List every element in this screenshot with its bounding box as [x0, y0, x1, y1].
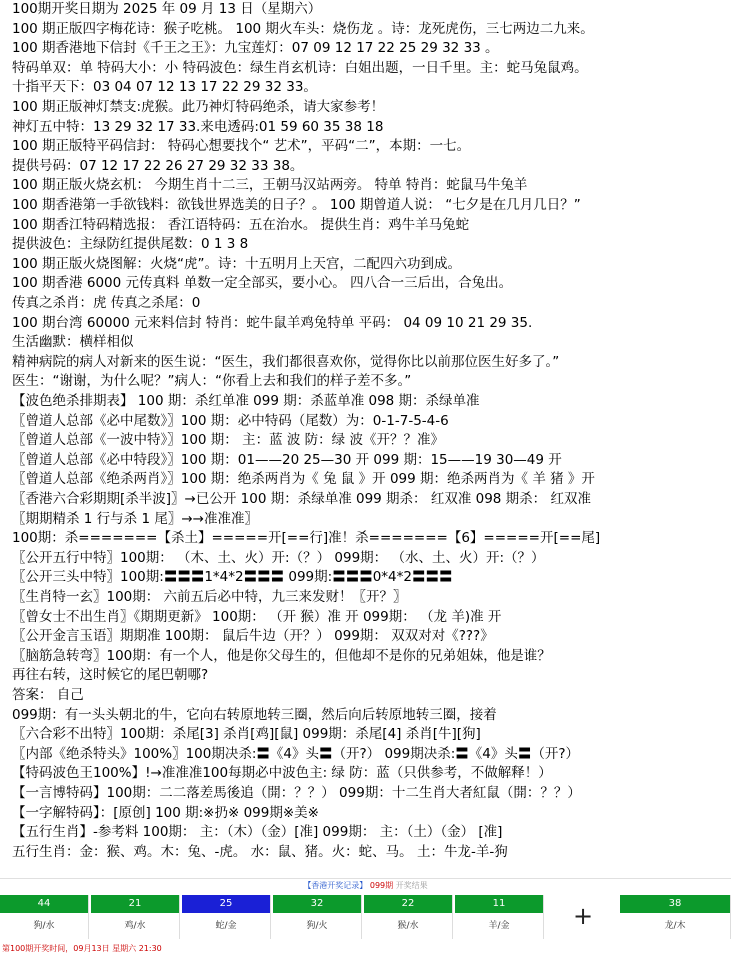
text-line: 提供号码：07 12 17 22 26 27 29 32 33 38。: [12, 157, 304, 174]
text-line: 再往右转，这时候它的尾巴朝哪?: [12, 667, 209, 684]
text-line: 〖内部《绝杀特头》100%〗100期决杀:〓《4》头〓（开?） 099期决杀:〓《4》头〓（开?）: [12, 745, 580, 762]
text-line: 【一言博特码】100期：二二落差馬後追（開：？？） 099期：十二生肖大者紅鼠（開：？？）: [12, 785, 581, 801]
text-line: 【一字解特码】：[原创] 100 期:※扔※ 099期※美※: [12, 804, 319, 821]
ball-number: 32: [273, 895, 361, 913]
ball-number: 25: [182, 895, 270, 913]
ball-number: 21: [91, 895, 179, 913]
ball-zodiac: 狗/火: [306, 921, 328, 931]
text-line: 〖曾道人总部《必中尾数》〗100 期：必中特码（尾数）为：0-1-7-5-4-6: [12, 412, 449, 429]
text-line: 〖曾道人总部《绝杀两肖》〗100 期：绝杀两肖为《 兔 鼠 》开 099 期：绝杀两肖为《 羊 猪 》开: [12, 471, 595, 488]
text-line: 100期开奖日期为 2025 年 09 月 13 日（星期六）: [12, 1, 322, 17]
ball-number: 11: [455, 895, 543, 913]
text-line: 〖脑筋急转弯〗100期：有一个人，他是你父母生的，但他却不是你的兄弟姐妹，他是谁？: [12, 647, 551, 664]
text-line: 100 期香港 6000 元传真料 单数一定全部买，要小心。 四八合一三后出，合兔出。: [12, 275, 513, 292]
results-balls-row: [0, 895, 731, 939]
ball-number: 44: [0, 895, 88, 913]
plus-icon: +: [572, 902, 594, 930]
ball-zodiac: 羊/金: [488, 921, 510, 931]
text-line: 〖期期精杀 1 行与杀 1 尾〗→→准准准〗: [12, 510, 258, 527]
text-line: 〖曾道人总部《必中特段》〗100 期：01——20 25—30 开 099 期：15——19 30—49 开: [12, 451, 562, 468]
text-line: 神灯五中特：13 29 32 17 33.来电透码:01 59 60 35 38 18: [12, 118, 384, 135]
text-line: 特码单双：单 特码大小：小 特码波色：绿生肖玄机诗：白姐出题，一日千里。主：蛇马兔鼠鸡。: [12, 59, 588, 76]
text-line: 100 期香港地下信封《千王之王》：九宝莲灯：07 09 12 17 22 25 29 32 33 。: [12, 40, 499, 57]
text-line: 100期：杀=======【杀土】=====开[==行]准！杀=======【6】=====开[==尾]: [12, 530, 601, 547]
result-ball: [0, 895, 89, 939]
text-line: 【五行生肖】-参考料 100期： 主：（木）（金）[准] 099期： 主：（土）（金） [准]: [12, 824, 503, 841]
text-line: 100 期正版四字梅花诗：猴子吃桃。 100 期火车头：烧伤龙 。诗：龙死虎伤，三七两边二九来。: [12, 20, 594, 37]
text-line: 十指平天下：03 04 07 12 13 17 22 29 32 33。: [12, 79, 317, 96]
results-title: 【香港开奖记录】: [303, 881, 368, 890]
result-ball: [364, 895, 453, 939]
ball-zodiac: 狗/水: [33, 921, 55, 931]
text-line: 〖公开三头中特〗100期:〓〓〓1*4*2〓〓〓 099期:〓〓〓0*4*2〓〓〓: [12, 569, 453, 586]
special-ball: [620, 895, 731, 939]
result-ball: [182, 895, 271, 939]
text-line: 〖曾道人总部《一波中特》〗100 期： 主：蓝 波 防：绿 波《开？？准》: [12, 432, 444, 449]
text-line: 五行生肖：金：猴、鸡。木：兔、-虎。 水：鼠、猪。火：蛇、马。 土：牛龙-羊-狗: [12, 843, 508, 860]
text-line: 100 期香江特码精选报： 香江语特码：五在治水。 提供生肖：鸡牛羊马兔蛇: [12, 216, 470, 233]
ball-zodiac: 蛇/金: [215, 921, 237, 931]
text-line: 〖香港六合彩期期[杀半波]〗→已公开 100 期：杀绿单准 099 期杀： 红双准 098 期杀： 红双准: [12, 491, 591, 507]
text-line: 提供波色：主绿防红提供尾数：0 1 3 8: [12, 236, 249, 253]
results-header: [0, 880, 731, 892]
text-line: 〖生肖特一玄〗100期： 六前五后必中特，九三来发财！〖开？〗: [12, 589, 407, 605]
result-ball: [91, 895, 180, 939]
text-line: 100 期正版火烧玄机： 今期生肖十二三，王朝马汉站两旁。 特单 特肖：蛇鼠马牛兔羊: [12, 177, 528, 194]
text-line: 100 期台湾 60000 元来料信封 特肖：蛇牛鼠羊鸡兔特单 平码： 04 09 10 21 29 35.: [12, 314, 533, 331]
text-line: 099期：有一头头朝北的牛，它向右转原地转三圈，然后向后转原地转三圈，接着: [12, 706, 497, 723]
ball-zodiac: 猴/水: [397, 921, 419, 931]
text-line: 传真之杀肖：虎 传真之杀尾：0: [12, 295, 201, 311]
result-ball: [455, 895, 544, 939]
lottery-results-footer: [0, 878, 731, 957]
text-line: 〖公开五行中特〗100期： （木、土、火）开:（？） 099期： （水、土、火）开:（？）: [12, 549, 545, 566]
ball-zodiac: 鸡/水: [124, 921, 146, 931]
special-ball-number: 38: [620, 895, 730, 913]
text-line: 【特码波色王100%】!→准准准100每期必中波色主: 绿 防：蓝（只供参考，不做解释！）: [12, 765, 552, 782]
text-line: 100 期香港第一手欲钱料：欲钱世界选美的日子？。 100 期曾道人说： “七夕是在几月几日？”: [12, 197, 581, 213]
text-line: 100 期正版火烧图解：火烧“虎”。诗：十五明月上天宫，二配四六功到成。: [12, 255, 462, 272]
text-line: 医生：“谢谢，为什么呢？”病人：“你看上去和我们的样子差不多。”: [12, 373, 412, 390]
next-draw-time: 第100期开奖时间，09月13日 星期六 21:30: [2, 944, 162, 953]
text-line: 答案： 自己: [12, 687, 84, 703]
text-line: 〖六合彩不出特〗100期：杀尾[3] 杀肖[鸡][鼠] 099期：杀尾[4] 杀肖[牛][狗]: [12, 726, 481, 743]
text-line: 〖曾女士不出生肖〗《期期更新》 100期： （开 猴）准 开 099期： （龙 羊)准 开: [12, 608, 502, 625]
text-line: 【波色绝杀排期表】 100 期：杀红单准 099 期：杀蓝单准 098 期：杀绿单准: [12, 393, 480, 409]
text-line: 〖公开金言玉语〗期期准 100期： 鼠后牛边（开？） 099期： 双双对对《???》: [12, 628, 494, 645]
result-ball: [273, 895, 362, 939]
text-line: 100 期正版特平码信封： 特码心想要找个“ 艺术”，平码“二”，本期：一七。: [12, 138, 471, 155]
text-line: 100 期正版神灯禁支:虎猴。此乃神灯特码绝杀，请大家参考！: [12, 99, 385, 115]
special-ball-zodiac: 龙/木: [664, 921, 686, 931]
text-line: 生活幽默：横样相似: [12, 334, 134, 351]
text-line: 精神病院的病人对新来的医生说：“医生，我们都很喜欢你，觉得你比以前那位医生好多了。”: [12, 353, 560, 370]
results-issue: 099期: [369, 881, 394, 890]
ball-number: 22: [364, 895, 452, 913]
results-subtitle: 开奖结果: [395, 881, 428, 890]
